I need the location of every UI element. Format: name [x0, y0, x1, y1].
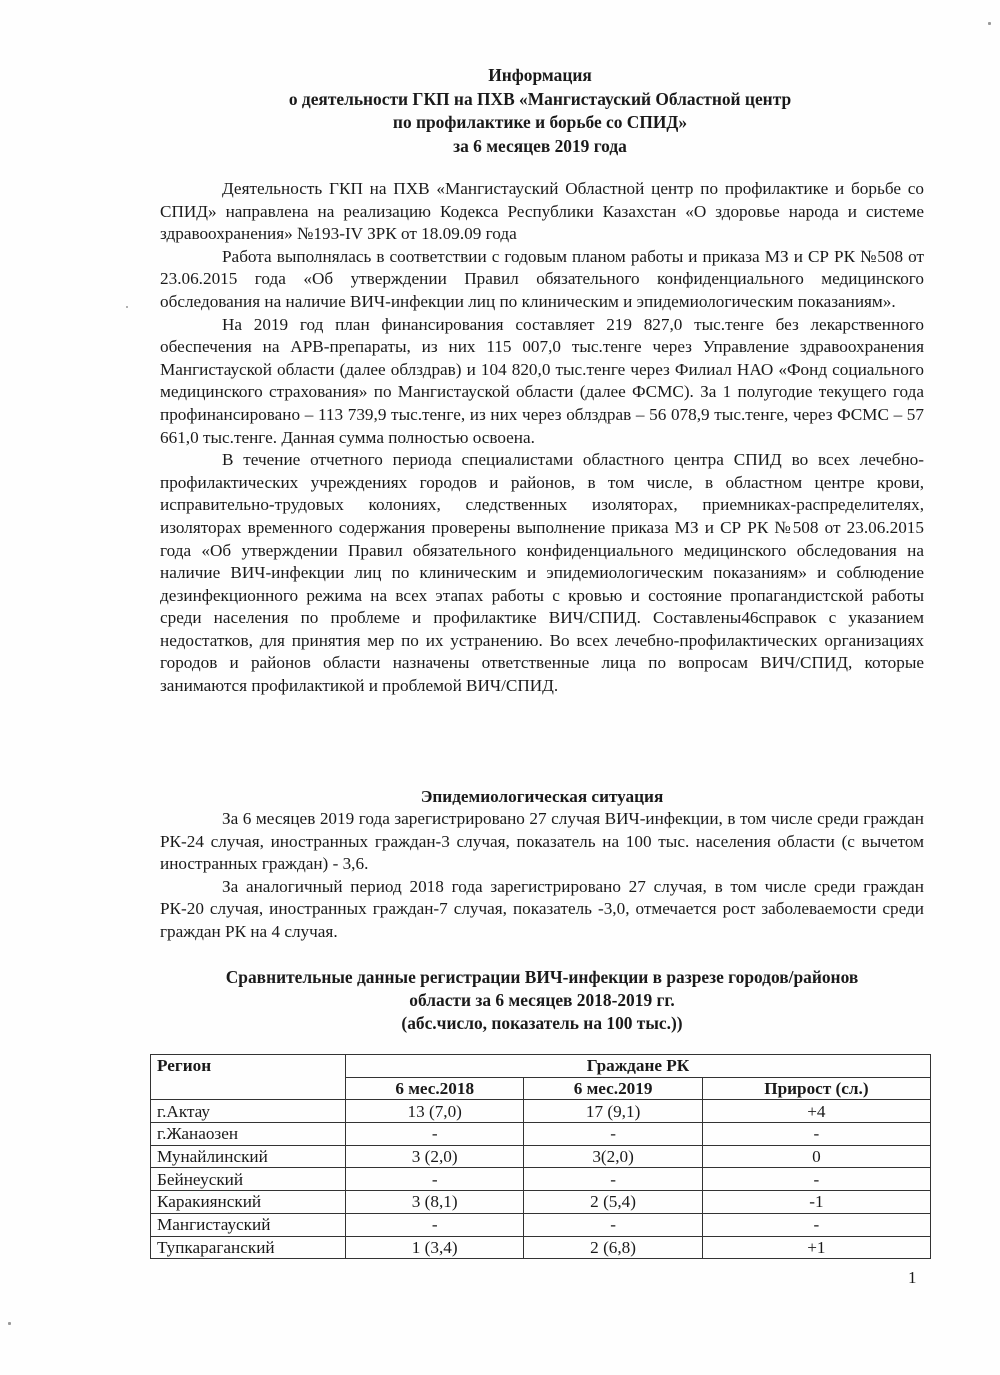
cell-region: Каракиянский [151, 1191, 346, 1214]
epidemiology-body [160, 808, 924, 944]
document-body [160, 178, 924, 698]
cell-2019: 2 (6,8) [524, 1236, 702, 1259]
header-col-2019: 6 мес.2019 [524, 1077, 702, 1100]
cell-2018: 13 (7,0) [346, 1100, 524, 1123]
table-row [151, 1213, 931, 1236]
section-heading-epidemiology: Эпидемиологическая ситуация [420, 787, 664, 806]
cell-growth: - [702, 1123, 930, 1146]
table-header-row [151, 1055, 931, 1078]
cell-2018: - [346, 1213, 524, 1236]
table-row [151, 1191, 931, 1214]
table-row [151, 1236, 931, 1259]
cell-region: г.Жанаозен [151, 1123, 346, 1146]
cell-2018: 1 (3,4) [346, 1236, 524, 1259]
scan-speck [8, 1322, 11, 1325]
table-row [151, 1100, 931, 1123]
paragraph: За аналогичный период 2018 года зарегистрировано 27 случая, в том числе среди граждан РК-20 случая, иностранных граждан-7 случая, показатель -3,0, отмечается рост заболеваемости среди граждан РК на 4 случая. [160, 876, 924, 941]
paragraph: Деятельность ГКП на ПХВ «Мангистауский Областной центр по профилактике и борьбе со СПИД» направлена на реализацию Кодекса Республики Казахстан «О здоровье народа и системе здравоохранения» №193-IV ЗРК от 18.09.09 года [160, 179, 924, 244]
table-title-line-1: Сравнительные данные регистрации ВИЧ-инфекции в разрезе городов/районов [225, 967, 859, 987]
cell-2018: - [346, 1168, 524, 1191]
cell-region: Бейнеуский [151, 1168, 346, 1191]
cell-2018: - [346, 1123, 524, 1146]
header-col-growth: Прирост (сл.) [702, 1077, 930, 1100]
title-line-3: по профилактике и борьбе со СПИД» [392, 112, 688, 132]
title-line-1: Информация [488, 65, 592, 85]
cell-growth: - [702, 1213, 930, 1236]
scan-speck [126, 306, 128, 308]
cell-2019: - [524, 1123, 702, 1146]
cell-2019: - [524, 1168, 702, 1191]
header-col-2018: 6 мес.2018 [346, 1077, 524, 1100]
paragraph: В течение отчетного периода специалистами областного центра СПИД во всех лечебно-профилактических учреждениях городов и районов, в том числе, в областном центре крови, исправительно-трудовых колониях, следственных изоляторах, приемниках-распределителях, изоляторах временного содержания проверены выполнение приказа МЗ и СР РК №508 от 23.06.2015 года «Об утверждении Правил обязательного конфиденциального медицинского обследования на наличие ВИЧ-инфекции лиц по клиническим и эпидемиологическим показаниям» и соблюдение дезинфекционного режима на всех этапах работы с кровью и состояние пропагандистской работы среди населения по проблеме и профилактике ВИЧ/СПИД. Составлены46справок с указанием недостатков, для принятия мер по их устранению. Во всех лечебно-профилактических организациях городов и районов области назначены ответственные лица по вопросам ВИЧ/СПИД, которые занимаются профилактикой и проблемой ВИЧ/СПИД. [160, 450, 924, 696]
paragraph: На 2019 год план финансирования составляет 219 827,0 тыс.тенге без лекарственного обеспечения на АРВ-препараты, из них 115 007,0 тыс.тенге через Управление здравоохранения Мангистауской области (далее облздрав) и 104 820,0 тыс.тенге через Филиал НАО «Фонд социального медицинского страхования» по Мангистауской области (далее ФСМС). За 1 полугодие текущего года профинансировано – 113 739,9 тыс.тенге, из них через облздрав – 56 078,9 тыс.тенге, через ФСМС – 57 661,0 тыс.тенге. Данная сумма полностью освоена. [160, 314, 924, 447]
page-number: 1 [908, 1268, 917, 1287]
cell-2019: 3(2,0) [524, 1145, 702, 1168]
table-row [151, 1145, 931, 1168]
cell-2018: 3 (8,1) [346, 1191, 524, 1214]
cell-growth: +1 [702, 1236, 930, 1259]
cell-growth: +4 [702, 1100, 930, 1123]
cell-region: Мунайлинский [151, 1145, 346, 1168]
table-title [140, 966, 944, 1034]
cell-region: Тупкараганский [151, 1236, 346, 1259]
cell-2019: - [524, 1213, 702, 1236]
table-row [151, 1123, 931, 1146]
title-line-2: о деятельности ГКП на ПХВ «Мангистауский Областной центр [288, 88, 792, 109]
cell-region: г.Актау [151, 1100, 346, 1123]
cell-growth: 0 [702, 1145, 930, 1168]
cell-2019: 17 (9,1) [524, 1100, 702, 1123]
cell-2018: 3 (2,0) [346, 1145, 524, 1168]
paragraph: Работа выполнялась в соответствии с годовым планом работы и приказа МЗ и СР РК №508 от 23.06.2015 года «Об утверждении Правил обязательного конфиденциального медицинского обследования на наличие ВИЧ-инфекции лиц по клиническим и эпидемиологическим показаниям». [160, 246, 924, 311]
table-title-line-3: (абс.число, показатель на 100 тыс.)) [401, 1012, 683, 1033]
title-line-4: за 6 месяцев 2019 года [453, 135, 627, 156]
scan-speck [988, 22, 991, 25]
cell-2019: 2 (5,4) [524, 1191, 702, 1214]
document-title [100, 64, 980, 158]
header-region: Регион [151, 1055, 346, 1100]
header-group: Граждане РК [346, 1055, 931, 1078]
hiv-registration-table [150, 1054, 931, 1259]
table-row [151, 1168, 931, 1191]
cell-region: Мангистауский [151, 1213, 346, 1236]
cell-growth: - [702, 1168, 930, 1191]
table-title-line-2: области за 6 месяцев 2018-2019 гг. [409, 989, 675, 1010]
paragraph: За 6 месяцев 2019 года зарегистрировано 27 случая ВИЧ-инфекции, в том числе среди граждан РК-24 случая, иностранных граждан-3 случая, показатель на 100 тыс. населения области (с вычетом иностранных граждан) - 3,6. [160, 809, 924, 874]
cell-growth: -1 [702, 1191, 930, 1214]
